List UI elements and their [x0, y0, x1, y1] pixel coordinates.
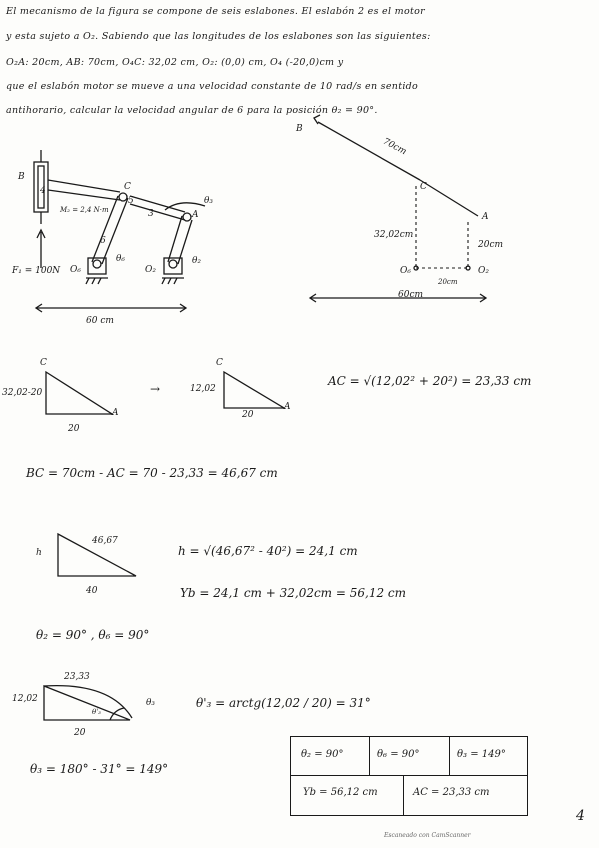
fig1-label-B: B	[18, 172, 25, 182]
result-theta3: θ₃ = 149°	[457, 749, 506, 760]
page-number: 4	[576, 808, 585, 824]
tri1-label-C: C	[40, 358, 47, 368]
problem-line-4: que el eslabón motor se mueve a una velocidad constante de 10 rad/s en sentido	[6, 81, 419, 92]
equation-theta3: θ₃ = 180° - 31° = 149°	[30, 762, 169, 776]
fig1-dim: 60 cm	[86, 316, 114, 326]
result-theta2: θ₂ = 90°	[301, 749, 344, 760]
tri4-side: 12,02	[12, 694, 38, 704]
tri4-theta3-prime: θ'₃	[92, 708, 101, 716]
fig2-label-C: C	[420, 182, 427, 192]
problem-line-5: antihorario, calcular la velocidad angular de 6 para la posición θ₂ = 90°.	[6, 105, 378, 116]
fig2-label-B: B	[296, 124, 303, 134]
tri1-label-A: A	[112, 408, 119, 418]
tri3-h: h	[36, 548, 42, 558]
result-ac: AC = 23,33 cm	[413, 787, 490, 798]
fig2-ab-length: 70cm	[381, 136, 408, 158]
tri4-theta3: θ₃	[146, 698, 156, 708]
equation-yb: Yb = 24,1 cm + 32,02cm = 56,12 cm	[180, 586, 407, 600]
equation-ac: AC = √(12,02² + 20²) = 23,33 cm	[328, 374, 532, 388]
mechanism-figure	[0, 140, 260, 340]
triangle-2	[218, 370, 298, 420]
arrow-symbol: →	[150, 382, 161, 396]
triangle-4	[40, 682, 150, 726]
tri3-hyp: 46,67	[92, 536, 118, 546]
fig1-O6: O₆	[70, 265, 81, 275]
equation-theta: θ₂ = 90° , θ₆ = 90°	[36, 628, 150, 642]
equation-h: h = √(46,67² - 40²) = 24,1 cm	[178, 544, 358, 558]
fig1-label-3: 3	[148, 209, 154, 219]
result-theta6: θ₆ = 90°	[377, 749, 420, 760]
tri3-base: 40	[86, 586, 98, 596]
problem-line-3: O₂A: 20cm, AB: 70cm, O₄C: 32,02 cm, O₂: (0,0) cm, O₄ (-20,0)cm y	[6, 57, 344, 68]
problem-line-1: El mecanismo de la figura se compone de seis eslabones. El eslabón 2 es el motor	[6, 6, 425, 17]
results-table	[290, 736, 528, 816]
fig2-oa-length: 20cm	[478, 240, 504, 250]
fig2-O2: O₂	[478, 266, 489, 276]
fig1-label-6: 6	[100, 236, 106, 246]
equation-bc: BC = 70cm - AC = 70 - 23,33 = 46,67 cm	[26, 466, 278, 480]
geometry-figure	[290, 110, 520, 310]
fig1-label-4: 4	[40, 186, 46, 196]
equation-theta3-prime: θ'₃ = arctg(12,02 / 20) = 31°	[196, 696, 371, 710]
tri2-side: 12,02	[190, 384, 216, 394]
tri4-top: 23,33	[64, 672, 90, 682]
fig2-label-A: A	[482, 212, 489, 222]
fig2-O6: O₆	[400, 266, 411, 276]
tri1-base: 20	[68, 424, 80, 434]
fig1-label-C: C	[124, 182, 131, 192]
tri1-side: 32,02-20	[2, 388, 43, 398]
footer-text: Escaneado con CamScanner	[384, 832, 471, 839]
fig1-theta3: θ₃	[204, 196, 214, 206]
fig2-dim: 60cm	[398, 290, 424, 300]
tri4-base: 20	[74, 728, 86, 738]
tri2-label-C: C	[216, 358, 223, 368]
fig2-base: 20cm	[438, 278, 458, 286]
fig1-moment: M₂ = 2,4 N·m	[60, 206, 109, 214]
triangle-1	[40, 370, 120, 420]
result-yb: Yb = 56,12 cm	[303, 787, 378, 798]
tri2-label-A: A	[284, 402, 291, 412]
problem-line-2: y esta sujeto a O₂. Sabiendo que las longitudes de los eslabones son las siguientes:	[6, 31, 431, 42]
fig1-force: F₁ = 100N	[12, 266, 61, 276]
tri2-base: 20	[242, 410, 254, 420]
fig1-label-A: A	[192, 210, 199, 220]
fig2-oc-length: 32,02cm	[374, 230, 414, 240]
fig1-theta6: θ₆	[116, 254, 126, 264]
fig1-O2: O₂	[145, 265, 156, 275]
fig1-label-5: 5	[128, 196, 134, 206]
fig1-theta2: θ₂	[192, 256, 202, 266]
